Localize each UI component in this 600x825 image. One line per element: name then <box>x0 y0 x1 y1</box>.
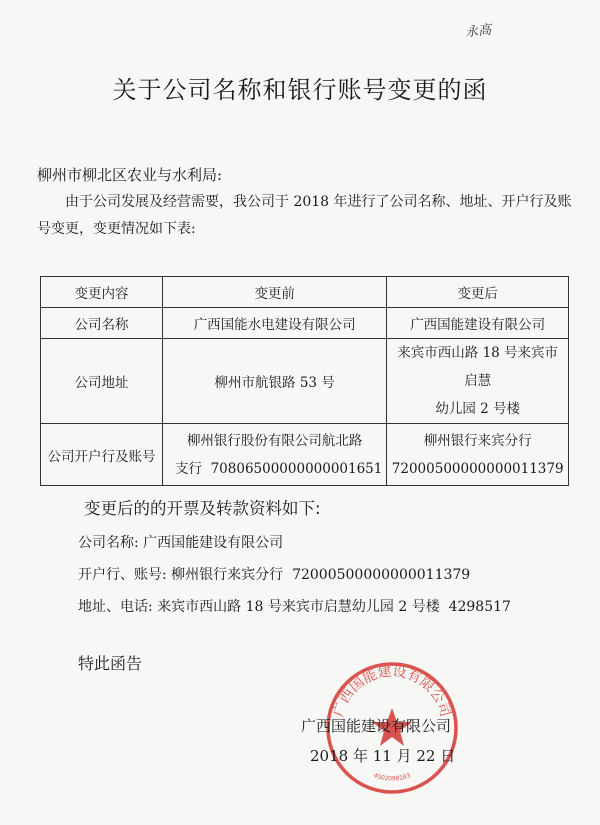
header-after: 变更后 <box>387 277 569 308</box>
seal-code: 4502098183 <box>372 772 412 783</box>
row-before: 柳州市航银路 53 号 <box>163 339 387 424</box>
header-before: 变更前 <box>163 277 387 308</box>
address-phone-line: 地址、电话: 来宾市西山路 18 号来宾市启慧幼儿园 2 号楼 4298517 <box>78 599 511 615</box>
row-after-line2: 幼儿园 2 号楼 <box>435 401 521 417</box>
closing-remark: 特此函告 <box>78 654 143 673</box>
row-after: 广西国能建设有限公司 <box>387 308 569 339</box>
after-change-heading: 变更后的的开票及转款资料如下: <box>84 499 321 518</box>
row-after-line2: 72000500000000011379 <box>391 460 564 477</box>
table-row <box>41 308 569 339</box>
header-change-item: 变更内容 <box>41 277 163 308</box>
row-label: 公司地址 <box>41 339 163 424</box>
table-row <box>41 424 569 486</box>
table-header-row <box>41 277 569 308</box>
bank-account-line: 开户行、账号: 柳州银行来宾分行 72000500000000011379 <box>78 567 471 583</box>
row-after-line1: 柳州银行来宾分行 <box>423 432 532 449</box>
table-row <box>41 339 569 424</box>
document-title: 关于公司名称和银行账号变更的函 <box>112 76 488 104</box>
row-after <box>387 424 569 486</box>
signature-date: 2018 年 11 月 22 日 <box>310 747 456 765</box>
row-before-line1: 柳州银行股份有限公司航北路 <box>186 432 363 449</box>
change-table <box>40 276 569 486</box>
row-before <box>163 424 387 486</box>
intro-paragraph: 由于公司发展及经营需要，我公司于 2018 年进行了公司名称、地址、开户行及账号变更，变更情况如下表: <box>37 194 572 237</box>
row-before: 广西国能水电建设有限公司 <box>163 308 387 339</box>
handwritten-annotation: 永高 <box>464 22 492 41</box>
row-before-line2: 支行 70806500000000001651 <box>175 460 383 477</box>
recipient-line: 柳州市柳北区农业与水利局: <box>37 166 223 184</box>
row-label: 公司名称 <box>41 308 163 339</box>
row-after-line1: 来宾市西山路 18 号来宾市启慧 <box>397 345 559 389</box>
signature-company: 广西国能建设有限公司 <box>301 717 452 735</box>
company-name-line: 公司名称: 广西国能建设有限公司 <box>78 535 284 551</box>
row-after <box>387 339 569 424</box>
row-label: 公司开户行及账号 <box>41 424 163 486</box>
seal-text: 广西国能建设有限公司 <box>330 663 454 719</box>
